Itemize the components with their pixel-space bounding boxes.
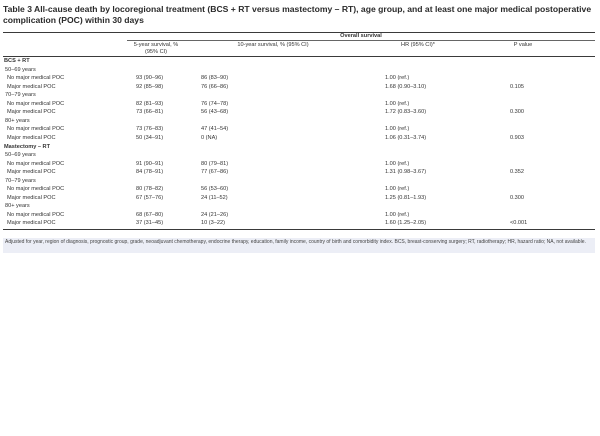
- five-year-survival-cell: 80 (78–82): [136, 186, 164, 193]
- row-label: No major medical POC: [7, 75, 65, 82]
- ten-year-survival-cell: 0 (NA): [201, 134, 218, 141]
- five-year-survival-cell: 82 (81–93): [136, 100, 164, 107]
- header-bottom-rule: [3, 56, 595, 57]
- hazard-ratio-cell: 1.00 (ref.): [385, 186, 410, 193]
- row-label: Major medical POC: [7, 220, 56, 227]
- row-label: Major medical POC: [7, 194, 56, 201]
- p-value-cell: 0.300: [510, 109, 524, 116]
- table-footnote: Adjusted for year, region of diagnosis, prognostic group, grade, neoadjuvant chemotherapy, endocrine therapy, education, family income, country of birth and comorbidity index. BCS, breast-conserving surgery; RT, radiotherapy; HR, hazard ratio; NA, not available.: [3, 238, 595, 253]
- col-10yr-header: 10-year survival, % (95% CI): [237, 42, 309, 48]
- table-title: Table 3 All-cause death by locoregional treatment (BCS + RT versus mastectomy – RT), age group, and at least one major medical postoperative complication (POC) within 30 days: [3, 4, 592, 25]
- p-value-cell: 0.300: [510, 194, 524, 201]
- ten-year-survival-cell: 77 (67–86): [201, 169, 229, 176]
- hazard-ratio-cell: 1.60 (1.25–2.05): [385, 220, 427, 227]
- row-label: BCS + RT: [4, 58, 30, 64]
- col-hr-header: HR (95% CI)*: [401, 42, 435, 48]
- ten-year-survival-cell: 80 (79–81): [201, 160, 229, 167]
- five-year-survival-cell: 92 (85–98): [136, 83, 164, 90]
- row-label: No major medical POC: [7, 186, 65, 193]
- row-label: Mastectomy – RT: [4, 143, 51, 150]
- row-label: 80+ years: [5, 117, 30, 124]
- group-header-rule: [127, 40, 595, 41]
- five-year-survival-cell: 73 (76–83): [136, 126, 164, 133]
- ten-year-survival-cell: 86 (83–90): [201, 75, 229, 82]
- hazard-ratio-cell: 1.00 (ref.): [385, 100, 410, 107]
- row-label: Major medical POC: [7, 83, 56, 90]
- row-label: No major medical POC: [7, 126, 65, 133]
- hazard-ratio-cell: 1.00 (ref.): [385, 211, 410, 218]
- row-label: 50–69 years: [5, 152, 36, 159]
- hazard-ratio-cell: 1.25 (0.81–1.93): [385, 194, 427, 201]
- row-label: No major medical POC: [7, 160, 65, 167]
- row-label: Major medical POC: [7, 169, 56, 176]
- row-label: 80+ years: [5, 203, 30, 210]
- ten-year-survival-cell: 24 (21–26): [201, 211, 229, 218]
- hazard-ratio-cell: 1.00 (ref.): [385, 160, 410, 167]
- table-bottom-rule: [3, 229, 595, 230]
- p-value-cell: <0.001: [510, 220, 528, 227]
- row-label: 70–79 years: [5, 92, 36, 99]
- ten-year-survival-cell: 24 (11–52): [201, 194, 228, 201]
- row-label: 70–79 years: [5, 177, 36, 184]
- p-value-cell: 0.903: [510, 134, 524, 141]
- five-year-survival-cell: 91 (90–91): [136, 160, 164, 167]
- p-value-cell: 0.105: [510, 83, 524, 90]
- row-label: No major medical POC: [7, 100, 65, 107]
- five-year-survival-cell: 37 (31–45): [136, 220, 164, 227]
- p-value-cell: 0.352: [510, 169, 524, 176]
- ten-year-survival-cell: 47 (41–54): [201, 126, 229, 133]
- hazard-ratio-cell: 1.68 (0.90–3.10): [385, 83, 427, 90]
- hazard-ratio-cell: 1.72 (0.83–3.60): [385, 109, 427, 116]
- row-label: Major medical POC: [7, 109, 56, 116]
- ten-year-survival-cell: 76 (66–86): [201, 83, 229, 90]
- five-year-survival-cell: 93 (90–96): [136, 75, 164, 82]
- overall-survival-header: Overall survival: [340, 33, 382, 39]
- five-year-survival-cell: 68 (67–80): [136, 211, 164, 218]
- five-year-survival-cell: 50 (34–91): [136, 134, 164, 141]
- ten-year-survival-cell: 10 (3–22): [201, 220, 225, 227]
- row-label: No major medical POC: [7, 211, 65, 218]
- five-year-survival-cell: 73 (66–81): [136, 109, 164, 116]
- hazard-ratio-cell: 1.00 (ref.): [385, 126, 410, 133]
- five-year-survival-cell: 84 (78–91): [136, 169, 164, 176]
- ten-year-survival-cell: 56 (43–68): [201, 109, 229, 116]
- ten-year-survival-cell: 76 (74–78): [201, 100, 229, 107]
- col-5yr-header: 5-year survival, % (95% CI): [133, 42, 179, 55]
- col-pvalue-header: P value: [513, 42, 533, 48]
- row-label: 50–69 years: [5, 66, 36, 73]
- hazard-ratio-cell: 1.00 (ref.): [385, 75, 410, 82]
- hazard-ratio-cell: 1.06 (0.31–3.74): [385, 134, 427, 141]
- row-label: Major medical POC: [7, 134, 56, 141]
- hazard-ratio-cell: 1.31 (0.98–3.67): [385, 169, 427, 176]
- five-year-survival-cell: 67 (57–76): [136, 194, 164, 201]
- ten-year-survival-cell: 56 (53–60): [201, 186, 229, 193]
